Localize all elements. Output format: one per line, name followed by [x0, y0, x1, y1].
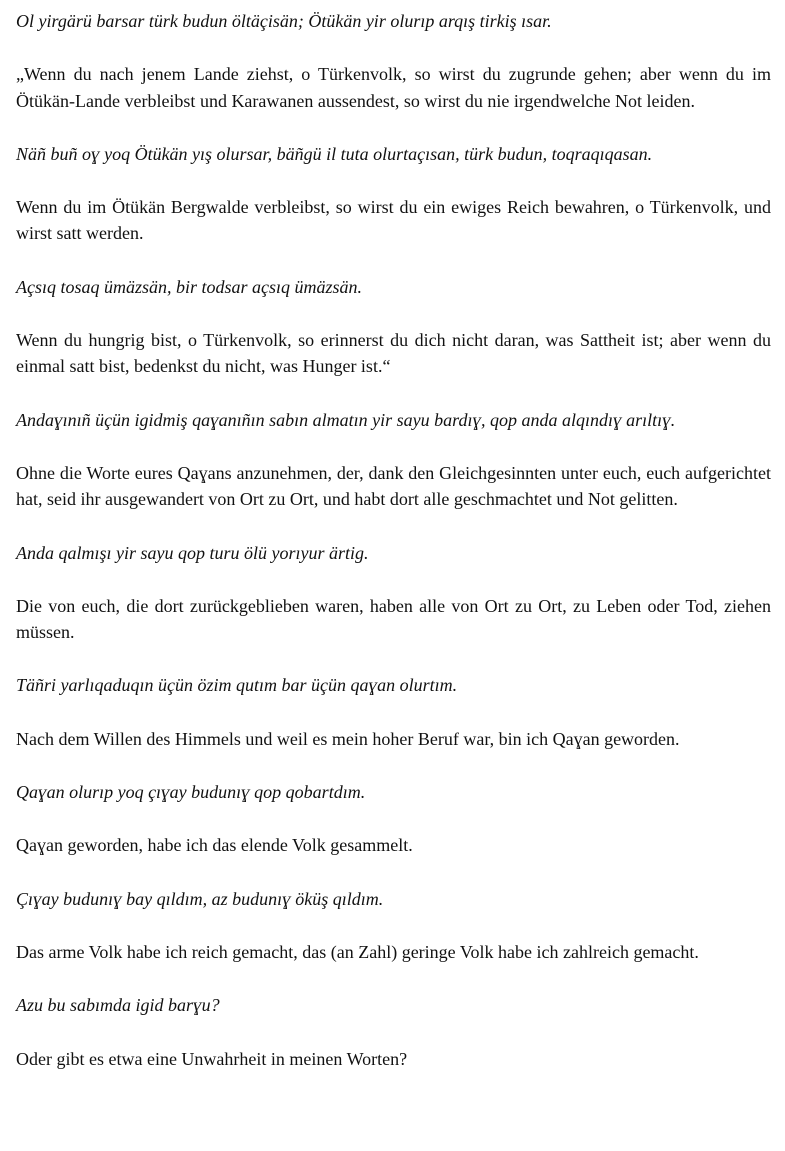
- turkic-line-1: Ol yirgärü barsar türk budun öltäçisän; Ötükän yir olurıp arqış tirkiş ısar.: [16, 11, 552, 31]
- turkic-line-7: Qaɣan olurıp yoq çıɣay budunıɣ qop qobartdım.: [16, 782, 366, 803]
- german-translation-9: Oder gibt es etwa eine Unwahrheit in meinen Worten?: [16, 1048, 408, 1069]
- turkic-line-2: Näñ buñ oɣ yoq Ötükän yış olursar, bäñgü il tuta olurtaçısan, türk budun, toqraqıqasan.: [16, 143, 653, 164]
- turkic-line-6: Täñri yarlıqaduqın üçün özim qutım bar üçün qaɣan olurtım.: [16, 675, 458, 696]
- turkic-line-5: Anda qalmışı yir sayu qop turu ölü yorıyur ärtig.: [16, 542, 369, 563]
- german-translation-4: Ohne die Worte eures Qaɣans anzunehmen, der, dank den Gleichgesinnten unter euch, euch aufgerichtet hat, seid ihr ausgewandert von Ort zu Ort, und habt dort alle geschmachtet und Not gelitten.: [16, 462, 771, 510]
- german-translation-2: Wenn du im Ötükän Bergwalde verbleibst, so wirst du ein ewiges Reich bewahren, o Türkenvolk, und wirst satt werden.: [16, 197, 771, 244]
- german-translation-6: Nach dem Willen des Himmels und weil es mein hoher Beruf war, bin ich Qaɣan geworden.: [16, 728, 680, 749]
- german-translation-5: Die von euch, die dort zurückgeblieben waren, haben alle von Ort zu Ort, zu Leben oder Tod, ziehen müssen.: [16, 595, 771, 643]
- german-translation-3: Wenn du hungrig bist, o Türkenvolk, so erinnerst du dich nicht daran, was Sattheit ist; aber wenn du einmal satt bist, bedenkst du nicht, was Hunger ist.“: [16, 330, 771, 377]
- turkic-line-8: Çıɣay budunıɣ bay qıldım, az budunıɣ öküş qıldım.: [16, 888, 384, 909]
- turkic-line-4: Andaɣınıñ üçün igidmiş qaɣanıñın sabın almatın yir sayu bardıɣ, qop anda alqındıɣ arıltıɣ.: [16, 409, 676, 430]
- turkic-line-9: Azu bu sabımda igid barɣu?: [16, 995, 220, 1016]
- german-translation-7: Qaɣan geworden, habe ich das elende Volk gesammelt.: [16, 835, 413, 856]
- document-body: [16, 8, 771, 1072]
- german-translation-8: Das arme Volk habe ich reich gemacht, das (an Zahl) geringe Volk habe ich zahlreich gemacht.: [16, 941, 699, 962]
- turkic-line-3: Açsıq tosaq ümäzsän, bir todsar açsıq ümäzsän.: [16, 276, 363, 297]
- german-translation-1: „Wenn du nach jenem Lande ziehst, o Türkenvolk, so wirst du zugrunde gehen; aber wenn du im Ötükän-Lande verbleibst und Karawanen aussendest, so wirst du nie irgendwelche Not leiden.: [16, 64, 771, 111]
